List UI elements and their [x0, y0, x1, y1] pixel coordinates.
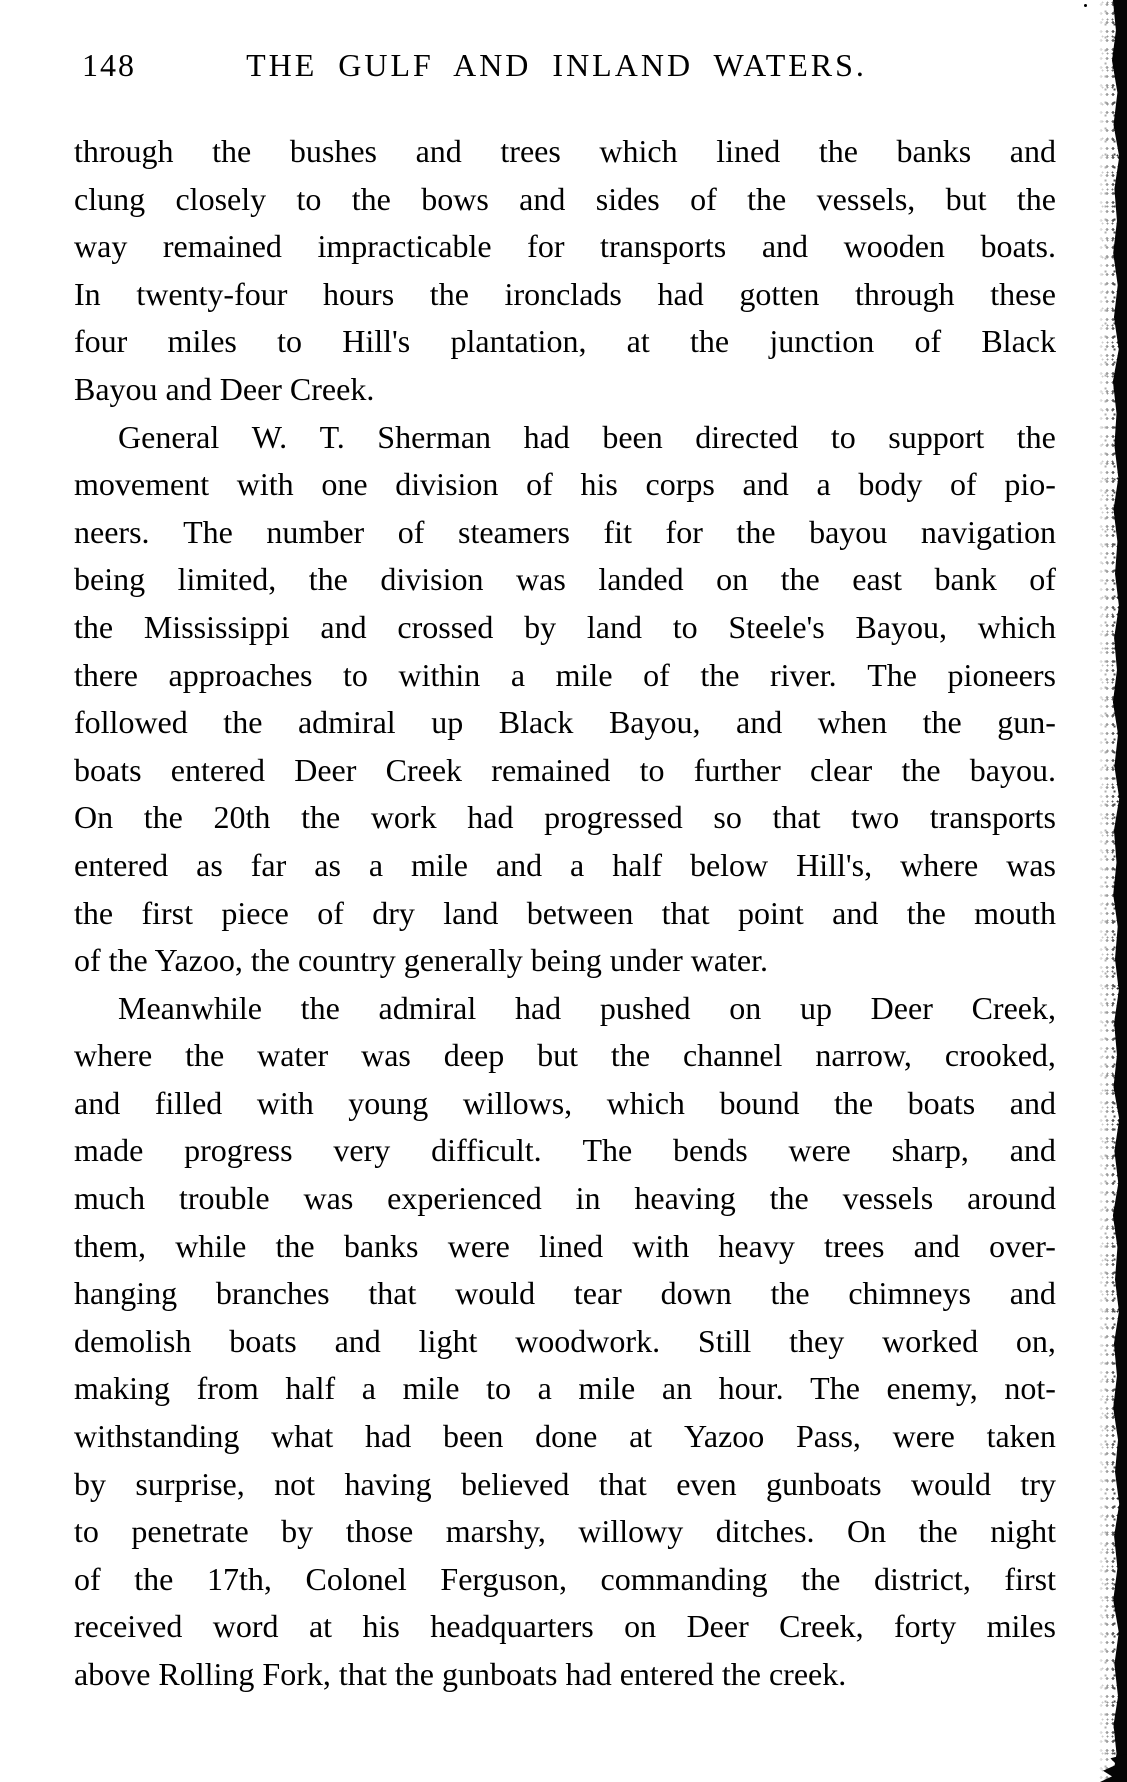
- text-line: by surprise, not having believed that even gunboats would try: [74, 1465, 1056, 1502]
- text-line: four miles to Hill's plantation, at the junction of Black: [74, 323, 1056, 360]
- text-line: made progress very difficult. The bends were sharp, and: [74, 1132, 1056, 1169]
- text-line: Meanwhile the admiral had pushed on up Deer Creek,: [118, 989, 1056, 1026]
- text-line: of the 17th, Colonel Ferguson, commanding the district, first: [74, 1560, 1056, 1597]
- text-line: being limited, the division was landed on the east bank of: [74, 561, 1056, 598]
- text-line: withstanding what had been done at Yazoo Pass, were taken: [74, 1418, 1056, 1455]
- text-line: the Mississippi and crossed by land to Steele's Bayou, which: [74, 608, 1056, 645]
- text-line: making from half a mile to a mile an hour. The enemy, not-: [74, 1370, 1056, 1407]
- scan-edge-artifact: [1093, 0, 1127, 1782]
- page-number: 148: [82, 47, 136, 83]
- text-line: followed the admiral up Black Bayou, and when the gun-: [74, 704, 1056, 741]
- text-line: On the 20th the work had progressed so that two transports: [74, 799, 1056, 836]
- text-line: much trouble was experienced in heaving the vessels around: [74, 1180, 1056, 1217]
- text-line: them, while the banks were lined with heavy trees and over-: [74, 1227, 1056, 1264]
- scan-speckle-dot: [1084, 4, 1087, 7]
- text-block: [74, 128, 1056, 1699]
- text-line: boats entered Deer Creek remained to further clear the bayou.: [74, 751, 1056, 788]
- text-line: movement with one division of his corps and a body of pio-: [74, 466, 1056, 503]
- text-line: the first piece of dry land between that point and the mouth: [74, 894, 1056, 931]
- text-line: demolish boats and light woodwork. Still they worked on,: [74, 1322, 1056, 1359]
- text-line: through the bushes and trees which lined the banks and: [74, 133, 1056, 169]
- text-line: where the water was deep but the channel narrow, crooked,: [74, 1037, 1056, 1074]
- text-line: received word at his headquarters on Deer Creek, forty miles: [74, 1608, 1056, 1645]
- running-title: THE GULF AND INLAND WATERS.: [246, 47, 867, 83]
- text-line: Bayou and Deer Creek.: [74, 370, 375, 407]
- text-line: clung closely to the bows and sides of the vessels, but the: [74, 180, 1056, 217]
- text-line: to penetrate by those marshy, willowy ditches. On the night: [74, 1513, 1056, 1550]
- text-line: neers. The number of steamers fit for the bayou navigation: [74, 513, 1056, 550]
- text-line: of the Yazoo, the country generally being under water.: [74, 942, 769, 979]
- text-line: In twenty-four hours the ironclads had gotten through these: [74, 275, 1056, 312]
- text-line: above Rolling Fork, that the gunboats had entered the creek.: [74, 1656, 847, 1692]
- text-line: hanging branches that would tear down the chimneys and: [74, 1275, 1056, 1312]
- text-line: entered as far as a mile and a half below Hill's, where was: [74, 846, 1056, 883]
- page-header: [0, 49, 1127, 85]
- text-line: way remained impracticable for transports and wooden boats.: [74, 228, 1056, 265]
- text-line: General W. T. Sherman had been directed to support the: [118, 418, 1056, 455]
- text-line: and filled with young willows, which bound the boats and: [74, 1084, 1056, 1121]
- text-line: there approaches to within a mile of the river. The pioneers: [74, 656, 1056, 693]
